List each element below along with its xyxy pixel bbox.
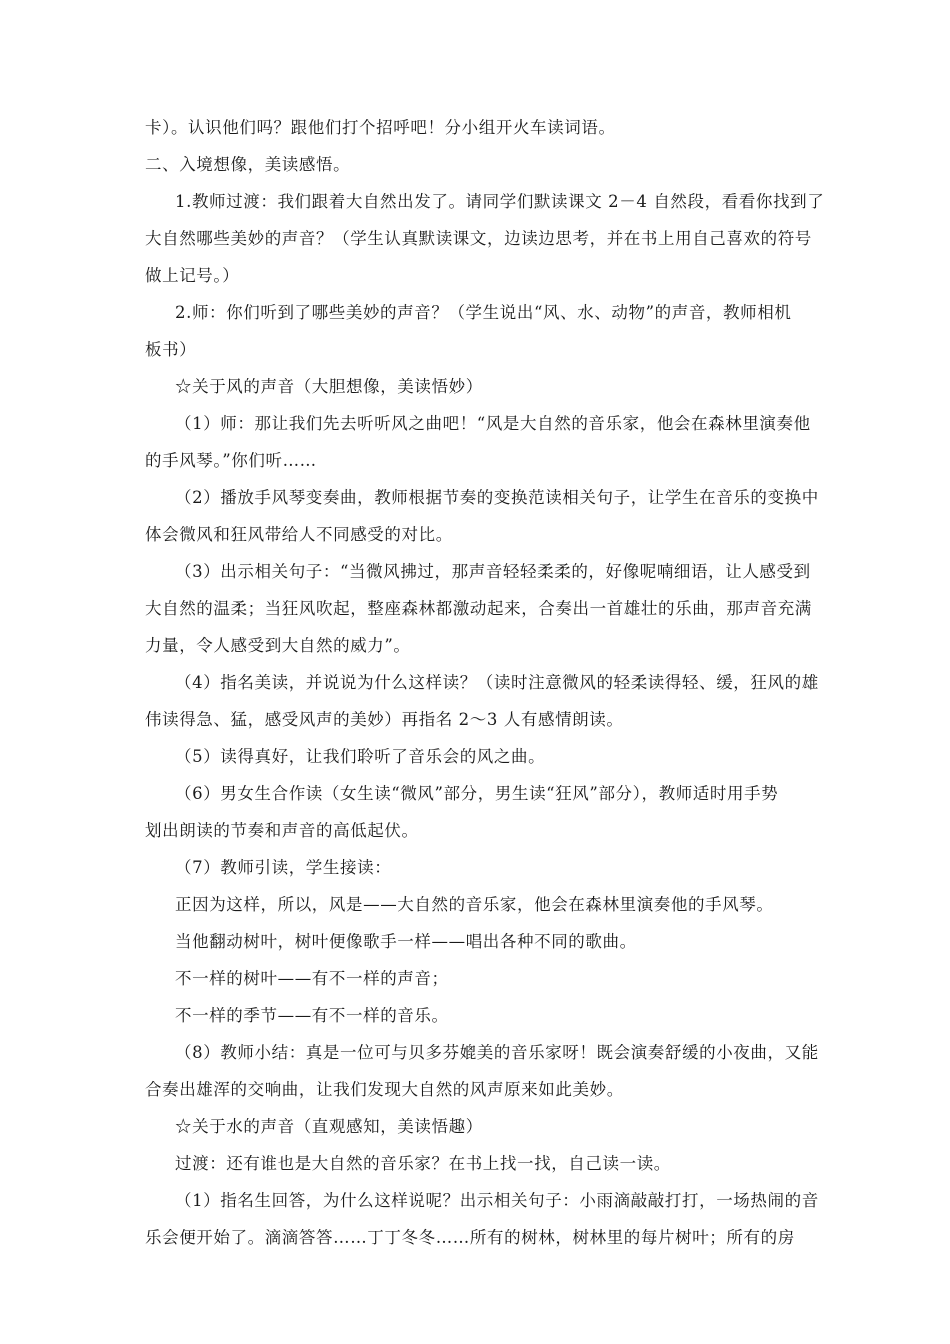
text-line: （2）播放手风琴变奏曲，教师根据节奏的变换范读相关句子，让学生在音乐的变换中 (175, 488, 819, 507)
text-line: 2.师：你们听到了哪些美妙的声音？（学生说出“风、水、动物”的声音，教师相机 (175, 303, 792, 322)
text-line: 做上记号。） (145, 266, 240, 285)
text-line: 大自然哪些美妙的声音？（学生认真默读课文，边读边思考，并在书上用自己喜欢的符号 (145, 229, 812, 248)
text-line: （5）读得真好，让我们聆听了音乐会的风之曲。 (175, 747, 546, 766)
text-line: 卡）。认识他们吗？跟他们打个招呼吧！分小组开火车读词语。 (145, 118, 616, 137)
text-line: 合奏出雄浑的交响曲，让我们发现大自然的风声原来如此美妙。 (145, 1080, 624, 1099)
text-line: 体会微风和狂风带给人不同感受的对比。 (145, 525, 453, 544)
text-line: （3）出示相关句子：“当微风拂过，那声音轻轻柔柔的，好像呢喃细语，让人感受到 (175, 562, 811, 581)
text-line: 伟读得急、猛，感受风声的美妙）再指名 2～3 人有感情朗读。 (145, 710, 624, 729)
text-line: 板书） (145, 340, 197, 359)
subsection-heading: ☆关于水的声音（直观感知，美读悟趣） (175, 1117, 483, 1136)
subsection-heading: ☆关于风的声音（大胆想像，美读悟妙） (175, 377, 483, 396)
text-line: 乐会便开始了。滴滴答答……丁丁冬冬……所有的树林，树林里的每片树叶；所有的房 (145, 1228, 795, 1247)
text-line: （6）男女生合作读（女生读“微风”部分，男生读“狂风”部分），教师适时用手势 (175, 784, 779, 803)
text-line: 当他翻动树叶，树叶便像歌手一样——唱出各种不同的歌曲。 (175, 932, 637, 951)
text-line: 正因为这样，所以，风是——大自然的音乐家，他会在森林里演奏他的手风琴。 (175, 895, 774, 914)
text-line: 不一样的季节——有不一样的音乐。 (175, 1006, 449, 1025)
text-line: 过渡：还有谁也是大自然的音乐家？在书上找一找，自己读一读。 (175, 1154, 671, 1173)
text-line: （1）指名生回答，为什么这样说呢？出示相关句子：小雨滴敲敲打打，一场热闹的音 (175, 1191, 819, 1210)
text-line: 力量，令人感受到大自然的威力”。 (145, 636, 411, 655)
text-line: （7）教师引读，学生接读： (175, 858, 392, 877)
text-line: （8）教师小结：真是一位可与贝多芬媲美的音乐家呀！既会演奏舒缓的小夜曲，又能 (175, 1043, 819, 1062)
text-line: 的手风琴。”你们听…… (145, 451, 317, 470)
text-line: 不一样的树叶——有不一样的声音； (175, 969, 449, 988)
text-line: 大自然的温柔；当狂风吹起，整座森林都激动起来，合奏出一首雄壮的乐曲，那声音充满 (145, 599, 812, 618)
text-line: 划出朗读的节奏和声音的高低起伏。 (145, 821, 419, 840)
section-heading: 二、入境想像，美读感悟。 (145, 155, 351, 174)
text-line: （1）师：那让我们先去听听风之曲吧！“风是大自然的音乐家，他会在森林里演奏他 (175, 414, 811, 433)
text-line: 1.教师过渡：我们跟着大自然出发了。请同学们默读课文 2－4 自然段，看看你找到了 (175, 192, 825, 211)
text-line: （4）指名美读，并说说为什么这样读？（读时注意微风的轻柔读得轻、缓，狂风的雄 (175, 673, 819, 692)
